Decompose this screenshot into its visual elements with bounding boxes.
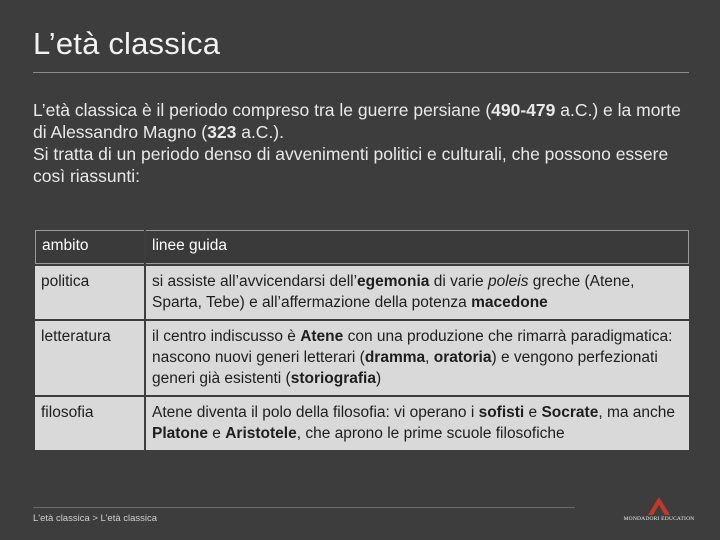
header-ambito: ambito xyxy=(35,230,144,264)
logo-text: MONDADORI EDUCATION xyxy=(623,516,695,522)
header-linee-guida: linee guida xyxy=(146,230,689,264)
table-row xyxy=(35,397,689,450)
footer-breadcrumb: L'età classica > L’età classica xyxy=(33,513,158,524)
cell-linee-guida: Atene diventa il polo della filosofia: vi operano i sofisti e Socrate, ma anche Platone e Aristotele, che aprono le prime scuole filosofiche xyxy=(146,397,689,450)
table-header-row xyxy=(35,230,689,264)
intro-paragraph-2: Si tratta di un periodo denso di avvenimenti politici e culturali, che possono essere così riassunti: xyxy=(33,144,669,186)
cell-ambito: politica xyxy=(35,266,144,319)
table-row xyxy=(35,266,689,319)
table-row xyxy=(35,321,689,395)
footer-divider xyxy=(33,507,575,508)
publisher-logo xyxy=(618,497,700,522)
cell-linee-guida: si assiste all’avvicendarsi dell’egemonia di varie poleis greche (Atene, Sparta, Tebe) e all’affermazione della potenza macedone xyxy=(146,266,689,319)
summary-table xyxy=(33,228,691,452)
cell-linee-guida: il centro indiscusso è Atene con una produzione che rimarrà paradigmatica: nascono nuovi generi letterari (dramma, oratoria) e vengono perfezionati generi già esistenti (storiografia) xyxy=(146,321,689,395)
intro-paragraph-1: L’età classica è il periodo compreso tra le guerre persiane (490-479 a.C.) e la morte di Alessandro Magno (323 a.C.). xyxy=(33,100,681,142)
title-divider xyxy=(33,72,689,73)
mondadori-logo-icon xyxy=(648,497,670,515)
cell-ambito: filosofia xyxy=(35,397,144,450)
slide-title: L’età classica xyxy=(33,26,221,61)
intro-text xyxy=(33,99,693,187)
cell-ambito: letteratura xyxy=(35,321,144,395)
